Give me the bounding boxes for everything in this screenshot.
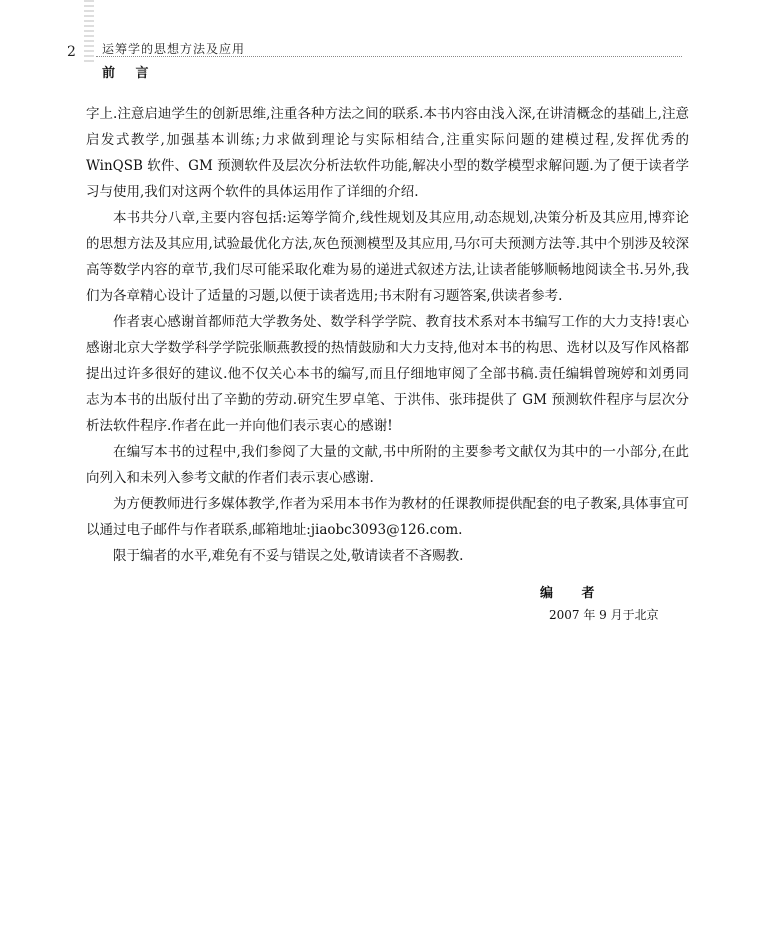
section-title: 前 言 (102, 66, 157, 81)
running-title: 运筹学的思想方法及应用 (102, 42, 246, 56)
paragraph: 本书共分八章,主要内容包括:运筹学简介,线性规划及其应用,动态规划,决策分析及其应用,博弈论的思想方法及其应用,试验最优化方法,灰色预测模型及其应用,马尔可夫预测方法等.其中个别涉及较深高等数学内容的章节,我们尽可能采取化难为易的递进式叙述方法,让读者能够顺畅地阅读全书.另外,我们为各章精心设计了适量的习题,以便于读者选用;书末附有习题答案,供读者参考. (86, 210, 689, 304)
date: 2007 年 9 月于北京 (549, 608, 659, 622)
page-number: 2 (67, 44, 76, 60)
paragraph: 限于编者的水平,难免有不妥与错误之处,敬请读者不吝赐教. (113, 548, 464, 564)
header-rule (96, 56, 682, 57)
paragraph: 作者衷心感谢首都师范大学教务处、数学科学学院、教育技术系对本书编写工作的大力支持!衷心感谢北京大学数学科学学院张顺燕教授的热情鼓励和大力支持,他对本书的构思、选材以及写作风格都提出过许多很好的建议.他不仅关心本书的编写,而且仔细地审阅了全部书稿.责任编辑曾琬婷和刘勇同志为本书的出版付出了辛勤的劳动.研究生罗卓笔、于洪伟、张玮提供了 GM 预测软件程序与层次分析法软件程序.作者在此一并向他们表示衷心的感谢! (86, 314, 689, 434)
scan-edge-artifact (84, 0, 94, 64)
signature: 编 者 (540, 586, 607, 601)
paragraph: 为方便教师进行多媒体教学,作者为采用本书作为教材的任课教师提供配套的电子教案,具体事宜可以通过电子邮件与作者联系,邮箱地址:jiaobc3093@126.com. (86, 496, 689, 538)
paragraph: 字上.注意启迪学生的创新思维,注重各种方法之间的联系.本书内容由浅入深,在讲清概念的基础上,注意启发式教学,加强基本训练;力求做到理论与实际相结合,注重实际问题的建模过程,发挥优秀的 WinQSB 软件、GM 预测软件及层次分析法软件功能,解决小型的数学模型求解问题.为了便于读者学习与使用,我们对这两个软件的具体运用作了详细的介绍. (86, 106, 689, 200)
paragraph: 在编写本书的过程中,我们参阅了大量的文献,书中所附的主要参考文献仅为其中的一小部分,在此向列入和未列入参考文献的作者们表示衷心感谢. (86, 444, 689, 486)
preface-body (86, 101, 689, 569)
